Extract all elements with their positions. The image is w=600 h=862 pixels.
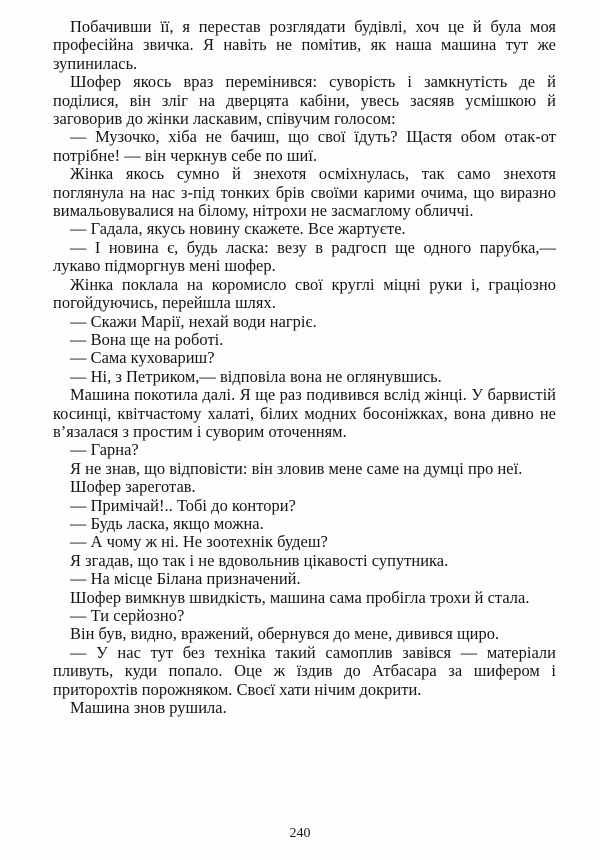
paragraph: Я згадав, що так і не вдовольнив цікавості супутника. [70, 550, 449, 570]
paragraph: Я не знав, що відповісти: він зловив мене саме на думці про неї. [70, 458, 523, 478]
paragraph: — Будь ласка, якщо можна. [70, 513, 264, 533]
paragraph: Шофер зареготав. [70, 477, 196, 497]
paragraph: Жінка якось сумно й знехотя осміхнулась, так само знехотя поглянула на нас з-під тонких брів своїми карими очима, що виразно вимальовувалися на білому, нітрохи не засмаглому обличчі. [53, 164, 556, 221]
paragraph: — Ти серйозно? [70, 606, 185, 625]
paragraph: Жінка поклала на коромисло свої круглі міцні руки і, граціозно погойдуючись, перейшла шлях. [53, 274, 556, 313]
paragraph: Шофер якось враз перемінився: суворість і замкнутість де й поділися, він зліг на дверцята кабіни, увесь засяяв усмішкою й заговорив до жінки ласкавим, співучим голосом: [53, 72, 556, 129]
paragraph: Побачивши її, я перестав розглядати будівлі, хоч це й була моя професійна звичка. Я навіть не помітив, як наша машина тут же зупинилась. [53, 17, 556, 73]
paragraph: — Сама куховариш? [70, 348, 215, 368]
paragraph: — Ні, з Петриком,— відповіла вона не оглянувшись. [70, 366, 442, 386]
paragraph: — Гадала, якусь новину скажете. Все жартуєте. [70, 219, 406, 239]
paragraph: — Скажи Марії, нехай води нагріє. [70, 311, 317, 331]
paragraph: — У нас тут без техніка такий самоплив завівся — матеріали пливуть, куди попало. Оце ж їздив до Атбасара за шифером і приторохтів порожняком. Своєї хати нічим докрити. [53, 642, 556, 699]
paragraph: Машина покотила далі. Я ще раз подивився вслід жінці. У барвистій косинці, квітчастому халаті, білих модних босоніжках, вона дивно не в’язалася з простим і суворим оточенням. [53, 385, 556, 441]
paragraph: — Примічай!.. Тобі до контори? [70, 495, 296, 515]
paragraph: — Музочко, хіба не бачиш, що свої їдуть? Щастя обом отак-от потрібне! — він черкнув себе по шиї. [53, 127, 556, 165]
paragraph: Машина знов рушила. [70, 698, 227, 718]
paragraph: — А чому ж ні. Не зоотехнік будеш? [70, 532, 328, 552]
paragraph: — І новина є, будь ласка: везу в радгосп ще одного парубка,— лукаво підморгнув мені шофер. [53, 237, 556, 276]
paragraph: — Вона ще на роботі. [70, 329, 224, 349]
page-body-text [53, 18, 556, 717]
paragraph: — На місце Білана призначений. [70, 569, 301, 589]
paragraph: — Гарна? [70, 440, 139, 460]
paragraph: Він був, видно, вражений, обернувся до мене, дивився щиро. [70, 624, 500, 644]
paragraph: Шофер вимкнув швидкість, машина сама пробігла трохи й стала. [70, 587, 530, 607]
page-number: 240 [289, 826, 311, 841]
